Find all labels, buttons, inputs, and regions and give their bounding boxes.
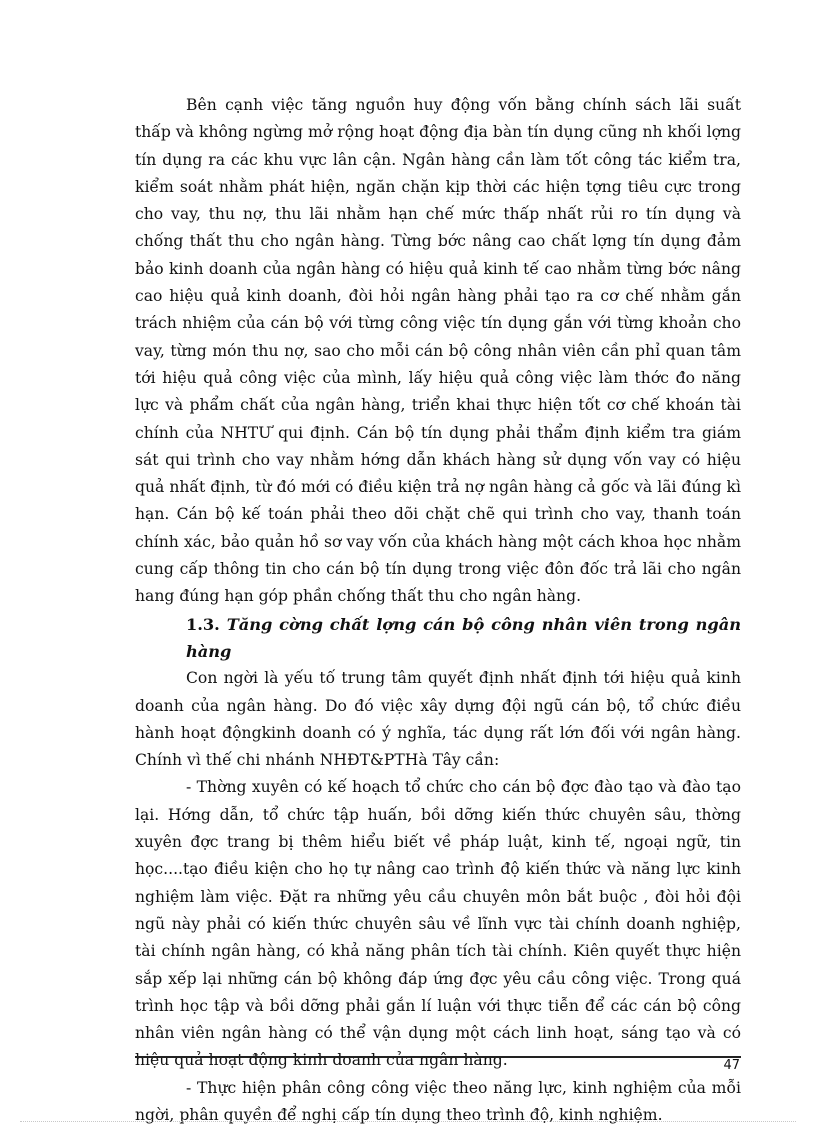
page-bottom-border: [20, 1121, 796, 1122]
section-title: Tăng cờng chất lợng cán bộ công nhân viên trong ngân hàng: [186, 614, 741, 661]
paragraph-training: - Thờng xuyên có kế hoạch tổ chức cho cán bộ đợc đào tạo và đào tạo lại. Hớng dẫn, tổ chức tập huấn, bồi dỡng kiến thức chuyên sâu, thờng xuyên đợc trang bị thêm hiểu biết về pháp luật, kinh tế, ngoại ngữ, tin học....tạo điều kiện cho họ tự nâng cao trình độ kiến thức và năng lực kinh nghiệm làm việc. Đặt ra những yêu cầu chuyên môn bắt buộc , đòi hỏi đội ngũ này phải có kiến thức chuyên sâu về lĩnh vực tài chính doanh nghiệp, tài chính ngân hàng, có khả năng phân tích tài chính. Kiên quyết thực hiện sắp xếp lại những cán bộ không đáp ứng đợc yêu cầu công việc. Trong quá trình học tập và bồi dỡng phải gắn lí luận với thực tiễn để các cán bộ công nhân viên ngân hàng có thể vận dụng một cách linh hoạt, sáng tạo và có hiệu quả hoạt động kinh doanh của ngân hàng.: [135, 778, 741, 1070]
body-text: [135, 92, 741, 1129]
footer-divider: [135, 1056, 741, 1058]
page-number: 47: [723, 1058, 740, 1073]
section-heading: [135, 611, 741, 666]
paragraph-human-factor: Con ngời là yếu tố trung tâm quyết định nhất định tới hiệu quả kinh doanh của ngân hàng. Do đó việc xây dựng đội ngũ cán bộ, tổ chức điều hành hoạt độngkinh doanh có ý nghĩa, tác dụng rất lớn đối với ngân hàng. Chính vì thế chi nhánh NHĐT&PTHà Tây cần:: [135, 669, 741, 770]
paragraph-task-assignment: - Thực hiện phân công công việc theo năng lực, kinh nghiệm của mỗi ngời, phân quyền để nghị cấp tín dụng theo trình độ, kinh nghiệm.: [135, 1078, 741, 1124]
section-number: 1.3.: [186, 614, 220, 634]
paragraph-credit-control: Bên cạnh việc tăng nguồn huy động vốn bằng chính sách lãi suất thấp và không ngừng mở rộng hoạt động địa bàn tín dụng cũng nh khối lợng tín dụng ra các khu vực lân cận. Ngân hàng cần làm tốt công tác kiểm tra, kiểm soát nhằm phát hiện, ngăn chặn kịp thời các hiện tợng tiêu cực trong cho vay, thu nợ, thu lãi nhằm hạn chế mức thấp nhất rủi ro tín dụng và chống thất thu cho ngân hàng. Từng bớc nâng cao chất lợng tín dụng đảm bảo kinh doanh của ngân hàng có hiệu quả kinh tế cao nhằm từng bớc nâng cao hiệu quả kinh doanh, đòi hỏi ngân hàng phải tạo ra cơ chế nhằm gắn trách nhiệm của cán bộ với từng công việc tín dụng gắn với từng khoản cho vay, từng món thu nợ, sao cho mỗi cán bộ công nhân viên cần phỉ quan tâm tới hiệu quả công việc của mình, lấy hiệu quả công việc làm thớc đo năng lực và phẩm chất của ngân hàng, triển khai thực hiện tốt cơ chế khoán tài chính của NHTƯ qui định. Cán bộ tín dụng phải thẩm định kiểm tra giám sát qui trình cho vay nhằm hớng dẫn khách hàng sử dụng vốn vay có hiệu quả nhất định, từ đó mới có điều kiện trả nợ ngân hàng cả gốc và lãi đúng kì hạn. Cán bộ kế toán phải theo dõi chặt chẽ qui trình cho vay, thanh toán chính xác, bảo quản hồ sơ vay vốn của khách hàng một cách khoa học nhằm cung cấp thông tin cho cán bộ tín dụng trong việc đôn đốc trả lãi cho ngân hang đúng hạn góp phần chống thất thu cho ngân hàng.: [135, 96, 741, 606]
